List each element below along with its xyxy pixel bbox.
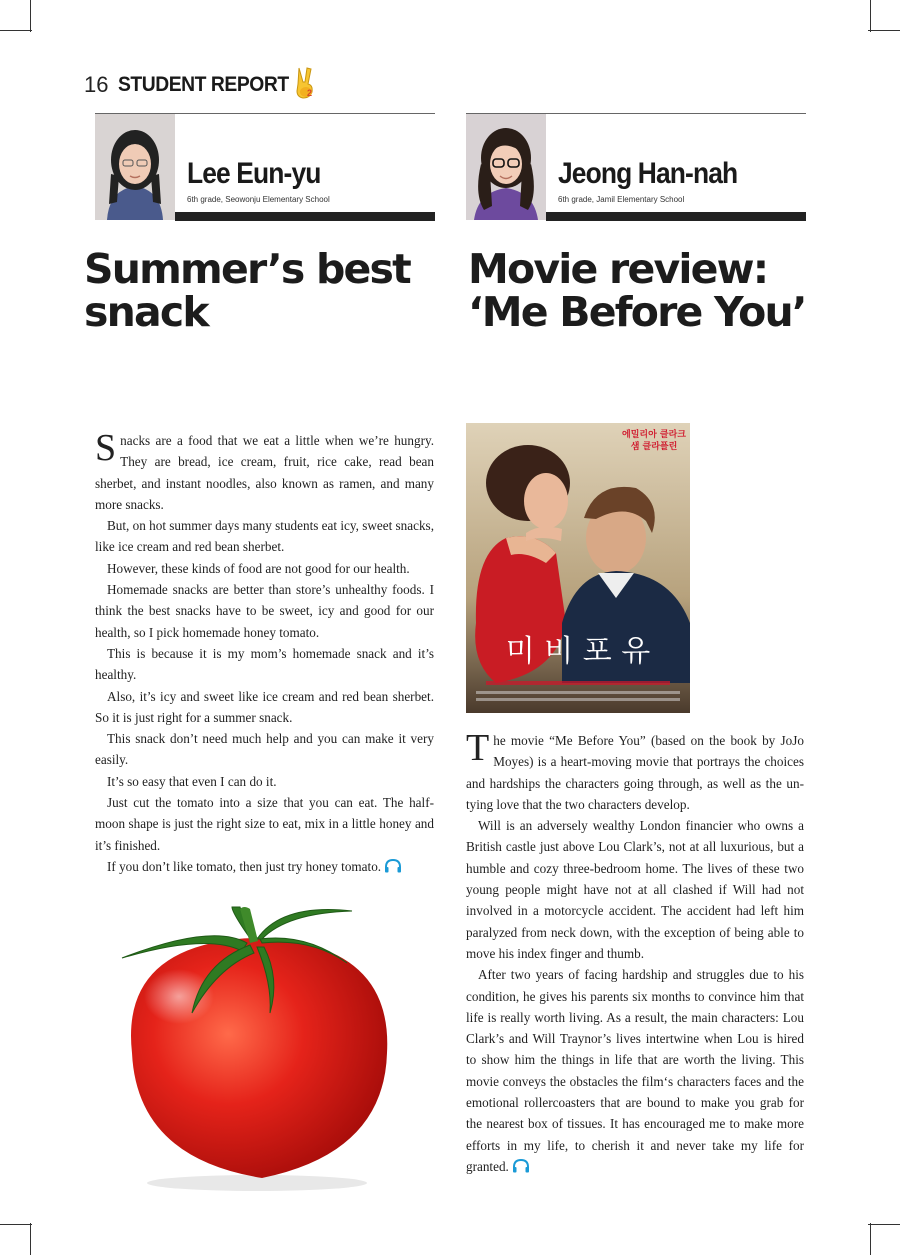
author-photo [466, 114, 546, 220]
paragraph: Will is an adversely wealthy London financier who owns a British castle just above Lou Clark’s, not at all luxurious, but a humble and cozy three-bedroom home. The lives of these two young people might have not at all clashed if Will had not involved in a motorcycle accident. The accident had left him paralyzed from neck down, with the exception of being able to move his index finger and thumb. [466, 818, 804, 961]
page-header [84, 68, 313, 102]
paragraph: After two years of facing hardship and struggles due to his condition, he gives his parents six months to convince him that life is really worth living. As a result, the main characters: Lou Clark’s and Will Traynor’s lives intertwine when Lou is hired to show him the things in life that are worth the living. This movie conveys the obstacles the film‘s characters faces and the emotional rollercoasters that are bound to make you grab for the nearest box of tissues. It has encouraged me to make more efforts in my life, to cherish it and never take my life for granted. [466, 967, 804, 1174]
tomato-image [112, 903, 402, 1193]
divider [175, 212, 435, 221]
svg-text:2: 2 [307, 88, 313, 98]
paragraph: This snack don’t need much help and you can make it very easily. [95, 731, 434, 768]
divider [546, 212, 806, 221]
paragraph: Homemade snacks are better than store’s unhealthy foods. I think the best snacks have to be sweet, icy and good for our health, so I pick homemade honey tomato. [95, 582, 434, 640]
author-box [466, 113, 806, 221]
crop-mark [30, 0, 31, 32]
victory-hand-icon [292, 66, 318, 100]
paragraph: Just cut the tomato into a size that you can eat. The half-moon shape is just the right size to eat, mix in a little honey and it’s finished. [95, 795, 434, 853]
article-body-right [466, 727, 804, 1177]
poster-title: 미 비 포 유 [505, 634, 651, 669]
headphones-icon [512, 1159, 530, 1173]
paragraph: Snacks are a food that we eat a little when we’re hungry. They are bread, ice cream, fruit, rice cake, read bean sherbet, and instant noodles, also known as ramen, and many more snacks. [95, 427, 434, 512]
drop-cap: S [95, 427, 117, 469]
paragraph: It’s so easy that even I can do it. [107, 773, 277, 789]
headline-line: Summer’s best [84, 245, 410, 293]
author-photo [95, 114, 175, 220]
headline-left [84, 245, 410, 336]
crop-mark [0, 1224, 32, 1225]
headline-line: Movie review: [468, 245, 768, 293]
crop-mark [868, 1224, 900, 1225]
crop-mark [868, 30, 900, 31]
author-school: 6th grade, Jamil Elementary School [558, 195, 685, 204]
author-box [95, 113, 435, 221]
author-school: 6th grade, Seowonju Elementary School [187, 195, 330, 204]
paragraph: If you don’t like tomato, then just try honey tomato. [95, 856, 434, 877]
paragraph: This is because it is my mom’s homemade snack and it’s healthy. [95, 645, 434, 683]
page-number: 16 [84, 72, 109, 97]
article-body-left [95, 427, 434, 877]
paragraph: However, these kinds of food are not good for our health. [107, 560, 410, 576]
crop-mark [870, 0, 871, 32]
headline-right [468, 245, 806, 336]
paragraph: Also, it’s icy and sweet like ice cream and red bean sherbet. So it is just right for a summer snack. [95, 688, 434, 725]
headphones-icon [384, 859, 402, 873]
paragraph: The movie “Me Before You” (based on the book by JoJo Moyes) is a heart-moving movie that portrays the choices and hardships the characters going through, as well as the un-tying love that the two characters develop. [466, 727, 804, 812]
paragraph: But, on hot summer days many students eat icy, sweet snacks, like ice cream and red bean sherbet. [95, 518, 434, 555]
author-name: Jeong Han-nah [558, 157, 738, 190]
author-name: Lee Eun-yu [187, 157, 321, 190]
svg-text:샘 클라플린: 샘 클라플린 [630, 442, 678, 452]
movie-poster-image [466, 423, 690, 713]
crop-mark [870, 1223, 871, 1255]
headline-line: ‘Me Before You’ [468, 288, 806, 336]
crop-mark [0, 30, 32, 31]
crop-mark [30, 1223, 31, 1255]
drop-cap: T [466, 727, 490, 769]
headline-line: snack [84, 288, 208, 336]
section-title: STUDENT REPORT [118, 73, 290, 96]
svg-text:에밀리아 클라크: 에밀리아 클라크 [622, 430, 686, 440]
